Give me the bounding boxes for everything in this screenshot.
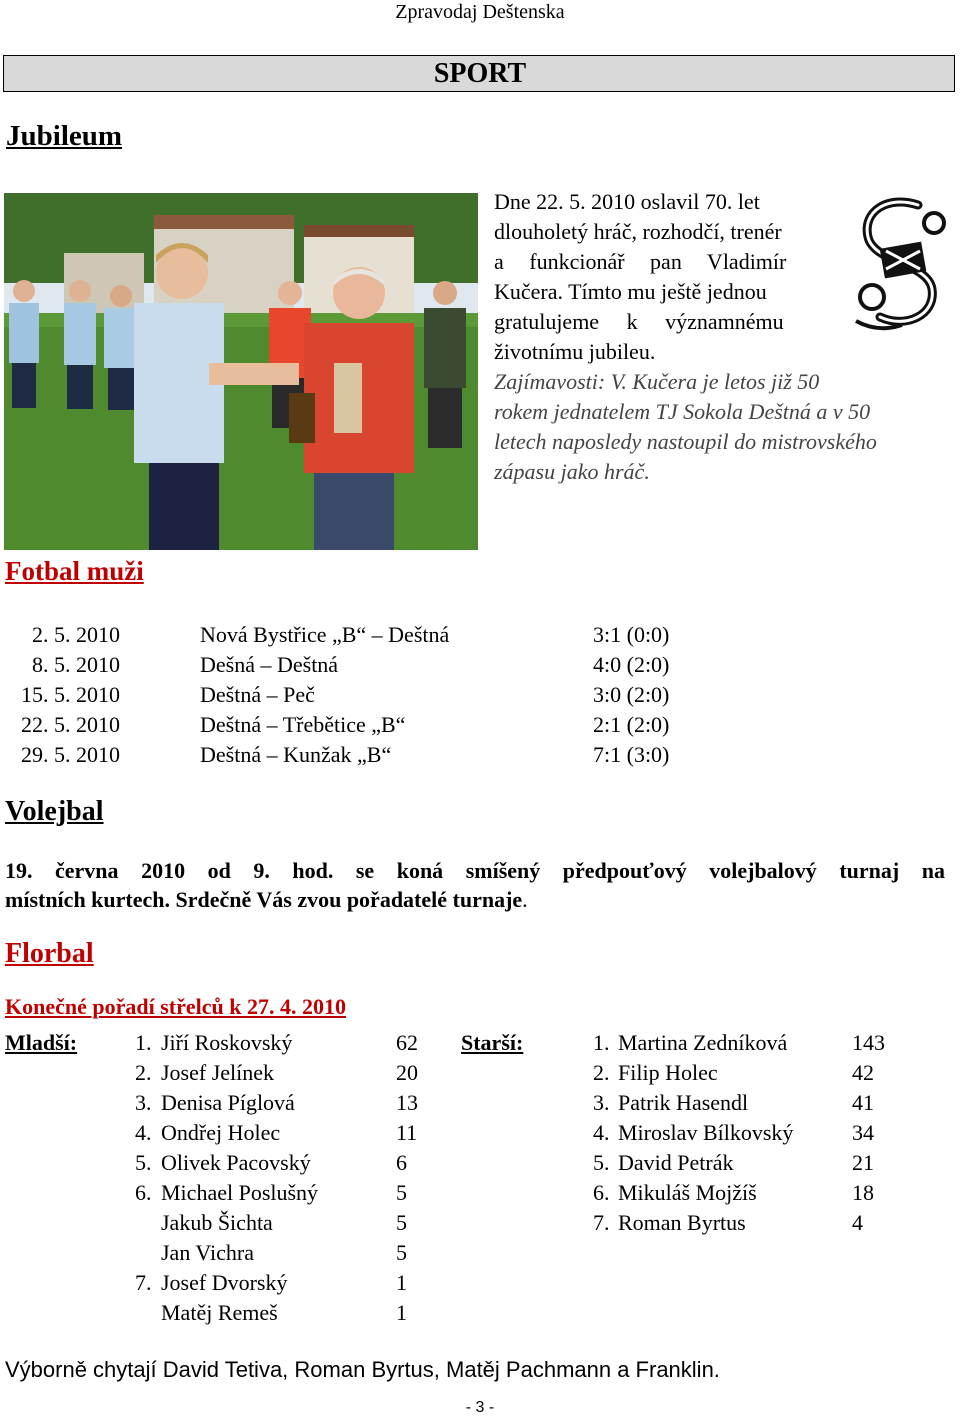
- jubileum-note-4: zápasu jako hráč.: [494, 459, 650, 484]
- list-item: Matěj Remeš 1: [161, 1300, 407, 1325]
- section-band-label: SPORT: [433, 58, 527, 89]
- volejbal-line-2: místních kurtech. Srdečně Vás zvou pořadatelé turnaje.: [5, 887, 528, 912]
- volejbal-line-1: 19. června 2010 od 9. hod. se koná smíšený předpouťový volejbalový turnaj na: [5, 858, 945, 883]
- jubileum-line-5: gratulujeme k významnému: [494, 309, 784, 334]
- list-item: 4. Ondřej Holec 11: [135, 1120, 418, 1145]
- list-item: Jan Vichra 5: [161, 1240, 407, 1265]
- page-number: - 3 -: [465, 1399, 495, 1416]
- florbal-heading: Florbal: [5, 938, 94, 969]
- list-item: 5. David Petrák 21: [593, 1150, 874, 1175]
- jubileum-note-3: letech naposledy nastoupil do mistrovského: [494, 429, 877, 454]
- list-item: 2. Josef Jelínek 20: [135, 1060, 418, 1085]
- younger-group-label: Mladší:: [5, 1030, 78, 1055]
- volejbal-announcement: [5, 856, 945, 914]
- jubileum-notes: [494, 367, 877, 487]
- jubileum-note-2: rokem jednatelem TJ Sokola Deštná a v 50: [494, 399, 871, 424]
- match-row: 29. 5. 2010 Deštná – Kunžak „B“ 7:1 (3:0): [21, 742, 670, 767]
- match-row: 2. 5. 2010 Nová Bystřice „B“ – Deštná 3:1 (0:0): [32, 622, 670, 647]
- jubileum-line-6: životnímu jubileu.: [494, 339, 656, 364]
- florbal-subheading: Konečné pořadí střelců k 27. 4. 2010: [5, 994, 346, 1019]
- goalkeepers-note: Výborně chytají David Tetiva, Roman Byrtus, Matěj Pachmann a Franklin.: [5, 1357, 720, 1382]
- younger-scorers-list: [0, 1028, 460, 1328]
- list-item: 3. Patrik Hasendl 41: [593, 1090, 874, 1115]
- list-item: 4. Miroslav Bílkovský 34: [593, 1120, 874, 1145]
- jubileum-line-2: dlouholetý hráč, rozhodčí, trenér: [494, 219, 782, 244]
- list-item: 1. Martina Zedníková 143: [593, 1030, 885, 1055]
- sokol-emblem-icon: [848, 193, 956, 333]
- volejbal-heading: Volejbal: [5, 796, 104, 827]
- fotbal-heading: Fotbal muži: [5, 556, 144, 586]
- older-group-label: Starší:: [461, 1030, 524, 1055]
- jubileum-text: [494, 187, 834, 367]
- jubileum-line-3: a funkcionář pan Vladimír: [494, 249, 787, 274]
- football-results: [0, 620, 960, 775]
- list-item: 2. Filip Holec 42: [593, 1060, 874, 1085]
- award-photo: [4, 193, 478, 550]
- list-item: 3. Denisa Píglová 13: [135, 1090, 418, 1115]
- older-scorers-list: [460, 1028, 940, 1238]
- list-item: 1. Jiří Roskovský 62: [135, 1030, 418, 1055]
- match-row: 22. 5. 2010 Deštná – Třebětice „B“ 2:1 (2:0): [21, 712, 670, 737]
- jubileum-line-1: Dne 22. 5. 2010 oslavil 70. let: [494, 189, 760, 214]
- newsletter-title: Zpravodaj Deštenska: [395, 1, 565, 23]
- match-row: 15. 5. 2010 Deštná – Peč 3:0 (2:0): [21, 682, 670, 707]
- list-item: 6. Michael Poslušný 5: [135, 1180, 407, 1205]
- jubileum-note-1: Zajímavosti: V. Kučera je letos již 50: [494, 369, 820, 394]
- list-item: 7. Josef Dvorský 1: [135, 1270, 407, 1295]
- list-item: Jakub Šichta 5: [161, 1210, 407, 1235]
- list-item: 5. Olivek Pacovský 6: [135, 1150, 407, 1175]
- list-item: 6. Mikuláš Mojžíš 18: [593, 1180, 874, 1205]
- match-row: 8. 5. 2010 Dešná – Deštná 4:0 (2:0): [32, 652, 670, 677]
- jubileum-line-4: Kučera. Tímto mu ještě jednou: [494, 279, 767, 304]
- jubileum-heading: Jubileum: [6, 120, 123, 152]
- list-item: 7. Roman Byrtus 4: [593, 1210, 863, 1235]
